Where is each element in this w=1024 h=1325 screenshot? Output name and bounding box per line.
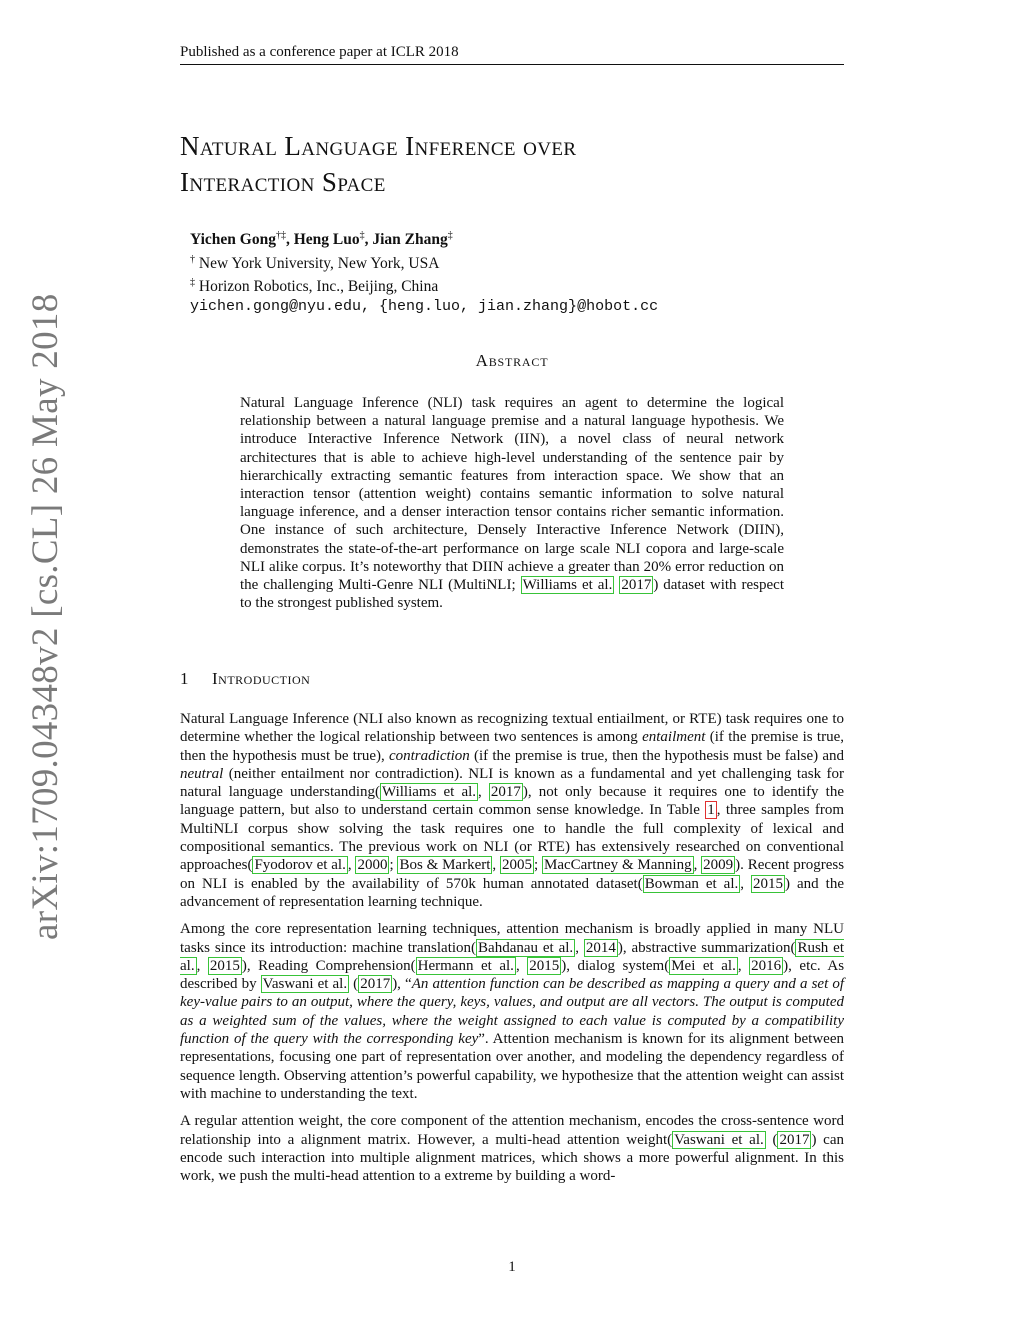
citation-year-link[interactable]: 2009 [703,857,734,874]
citation-link[interactable]: Vaswani et al. [674,1131,764,1148]
citation-year-link[interactable]: 2017 [490,784,521,801]
text: ), Reading Comprehension( [241,957,416,974]
citation-year-link[interactable]: 2017 [360,976,391,993]
abstract-text [240,394,784,612]
text: ) can encode such interaction into multiple alignment matrices, which shows a more powerful alignment. In this work, we push the multi-head attention to a extreme by building a word- [180,1131,844,1185]
author-sep-2: , [364,231,373,249]
section-number: 1 [180,669,189,688]
text: (if the premise is true, then the hypothesis must be true), [180,729,844,764]
citation-link[interactable]: Fyodorov et al. [254,857,346,874]
author-1-marks: †‡ [275,230,286,241]
title-line-2: Interaction Space [180,167,386,197]
text: ), not only because it requires one to identify the language pattern, but also to understand certain common sense knowledge. In Table [180,784,845,819]
affiliation-2 [190,273,850,297]
author-1: Yichen Gong [190,231,276,249]
running-head: Published as a conference paper at ICLR 2018 [180,44,844,65]
paper-title [180,128,844,200]
citation-link[interactable]: Mei et al. [671,957,736,974]
text: Among the core representation learning techniques, attention mechanism is broadly applied in many NLU tasks since its introduction: machine translation( [180,921,844,956]
citation-link[interactable]: Bahdanau et al. [478,939,574,956]
citation-year-link[interactable]: 2000 [357,857,388,874]
affiliation-1-mark: † [190,253,195,265]
citation-year-link[interactable]: 2005 [501,857,532,874]
author-names [190,226,850,250]
title-line-1: Natural Language Inference over [180,131,577,161]
author-block [190,226,850,316]
author-2: Heng Luo [293,231,360,249]
text: , three samples from MultiNLI corpus show solving the task requires one to handle the full complexity of lexical and compositional semantics. The previous work on NLI (or RTE) has extensively researched on conventional approaches( [180,802,844,874]
citation-link[interactable]: Bos & Markert [399,857,491,874]
quotation: An attention function can be described as mapping a query and a set of key-value pairs to an output, where the query, keys, values, and output are all vectors. The output is computed as a weighted sum of the values, where the weight assigned to each value is computed by a compatibility function of the query with the corresponding key [180,976,844,1048]
author-3: Jian Zhang [372,231,448,249]
table-reference-link[interactable]: 1 [707,802,715,819]
abstract-heading: Abstract [475,351,549,370]
emphasis-contradiction: contradiction [388,747,470,764]
citation-year-link[interactable]: 2014 [585,939,616,956]
emphasis-entailment: entailment [642,729,706,746]
text: ), dialog system( [561,957,670,974]
section-title: Introduction [212,669,311,688]
citation-link[interactable]: Williams et al. [522,577,613,594]
emphasis-neutral: neutral [180,765,224,782]
citation-link[interactable]: Williams et al. [382,784,477,801]
paragraph-3: A regular attention weight, the core component of the attention mechanism, encodes the cross-sentence word relationship into a alignment matrix. However, a multi-head attention weight( Vaswani et al. ( 2017 ) can encode such interaction into multiple alignment matrices, which shows a more powerful alignment. In this work, we push the multi-head attention to a extreme by building a word- [180,1113,844,1185]
page-number: 1 [508,1259,516,1275]
author-sep-1: , [285,231,294,249]
citation-year-link[interactable]: 2017 [779,1131,810,1148]
text: A regular attention weight, the core component of the attention mechanism, encodes the cross-sentence word relationship into a alignment matrix. However, a multi-head attention weight( [180,1113,844,1148]
affiliation-1-text: New York University, New York, USA [195,254,440,272]
affiliation-1 [190,250,850,274]
citation-link[interactable]: MacCartney & Manning [543,857,692,874]
citation-year-link[interactable]: 2017 [621,577,652,594]
text: ”. Attention mechanism is known for its alignment between representations, focusing one part of representation over another, and modeling the dependency regardless of sequence length. Observing attention’s powerful capability, we hypothesize that the attention weight can assist with machine to understanding the text. [180,1031,844,1102]
citation-link[interactable]: Rush et al. [180,939,845,974]
citation-link[interactable]: Bowman et al. [644,875,739,892]
author-emails[interactable]: yichen.gong@nyu.edu, {heng.luo, jian.zhang}@hobot.cc [190,297,659,315]
citation-year-link[interactable]: 2016 [751,957,782,974]
paragraph-1: Natural Language Inference (NLI also known as recognizing textual entiailment, or RTE) task requires one to determine whether the logical relationship between two sentences is among entailment (if the premise is true, then the hypothesis must be true), contradiction (if the premise is true, then the hypothesis must be false) and neutral (neither entailment nor contradiction). NLI is known as a fundamental and yet challenging task for natural language understanding( Williams et al. , 2017 ), not only because it requires one to identify the language pattern, but also to understand certain common sense knowledge. In Table 1 , three samples from MultiNLI corpus show solving the task requires one to handle the full complexity of lexical and compositional semantics. The previous work on NLI (or RTE) has extensively researched on conventional approaches( Fyodorov et al. , 2000 ; Bos & Markert , 2005 ; MacCartney & Manning , 2009 ). Recent progress on NLI is enabled by the availability of 570k human annotated dataset( Bowman et al. , 2015 ) and the advancement of representation learning technique. [180,711,845,910]
text: Natural Language Inference (NLI also known as recognizing textual entiailment, or RTE) task requires one to determine whether the logical relationship between two sentences is among [180,711,844,746]
introduction-body [180,710,844,1194]
citation-link[interactable]: Vaswani et al. [262,976,348,993]
text: ) and the advancement of representation learning technique. [180,875,844,910]
citation-year-link[interactable]: 2015 [529,957,560,974]
abstract-text-1: Natural Language Inference (NLI) task requires an agent to determine the logical relationship between a natural language premise and a natural language hypothesis. We introduce Interactive Inference Network (IIN), a novel class of neural network architectures that is able to achieve high-level understanding of the sentence pair by hierarchically extracting semantic features from interaction space. We show that an interaction tensor (attention weight) contains semantic information to solve natural language inference, and a denser interaction tensor contains richer semantic information. One instance of such architecture, Densely Interactive Inference Network (DIIN), demonstrates the state-of-the-art performance on large scale NLI copora and large-scale NLI alike corpus. It’s noteworthy that DIIN achieve a greater than 20% error reduction on the challenging Multi-Genre NLI (MultiNLI; [240,395,784,594]
abstract-text-2: ) dataset with respect to the strongest published system. [240,577,784,612]
text: (neither entailment nor contradiction). NLI is known as a fundamental and yet challenging task for natural language understanding( [180,765,844,801]
author-3-marks: ‡ [447,230,453,241]
text: ), abstractive summarization( [617,939,796,956]
text: ). Recent progress on NLI is enabled by the availability of 570k human annotated dataset( [180,857,845,892]
citation-link[interactable]: Hermann et al. [417,957,514,974]
paragraph-2: Among the core representation learning techniques, attention mechanism is broadly applied in many NLU tasks since its introduction: machine translation( Bahdanau et al. , 2014 ), abstractive summarization( Rush et al. , 2015 ), Reading Comprehension( Hermann et al. , 2015 ), dialog system( Mei et al. , 2016 ), etc. As described by Vaswani et al. ( 2017 ), “An attention function can be described as mapping a query and a set of key-value pairs to an output, where the query, keys, values, and output are all vectors. The output is computed as a weighted sum of the values, where the weight assigned to each value is computed by a compatibility function of the query with the corresponding key”. Attention mechanism is known for its alignment between representations, focusing one part of representation over another, and modeling the dependency regardless of sequence length. Observing attention’s powerful capability, we hypothesize that the attention weight can assist with machine to understanding the text. [180,921,845,1102]
affiliation-2-text: Horizon Robotics, Inc., Beijing, China [195,278,439,296]
section-heading-introduction [180,669,844,689]
affiliation-2-mark: ‡ [190,277,195,289]
citation-year-link[interactable]: 2015 [209,957,240,974]
arxiv-identifier-stamp: arXiv:1709.04348v2 [cs.CL] 26 May 2018 [25,293,66,940]
text: (if the premise is true, then the hypothesis must be false) and [469,747,844,764]
author-2-marks: ‡ [359,230,365,241]
citation-year-link[interactable]: 2015 [753,875,783,892]
text: ), etc. As described by [180,957,845,993]
text: ), “ [392,976,412,993]
